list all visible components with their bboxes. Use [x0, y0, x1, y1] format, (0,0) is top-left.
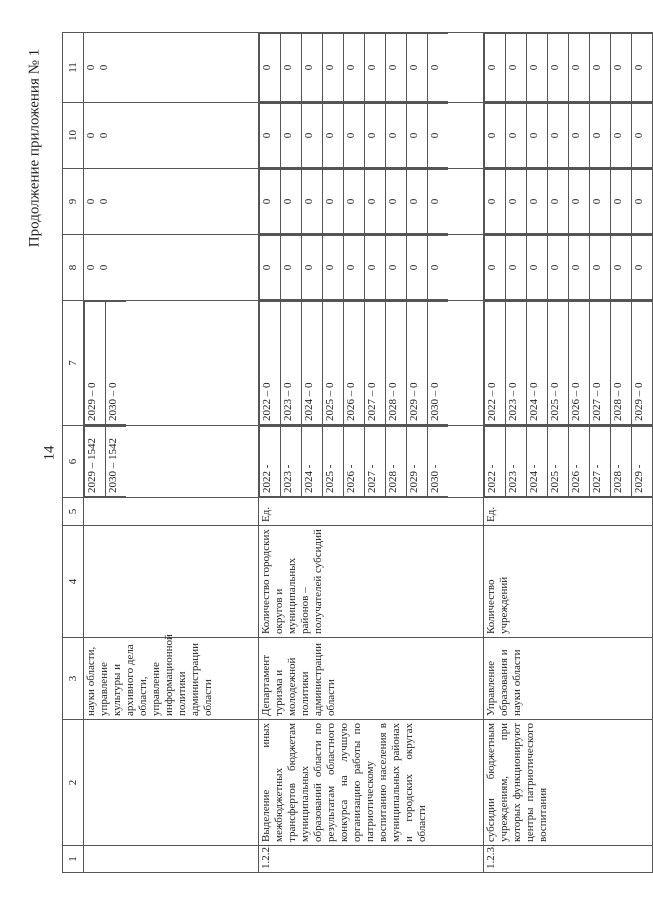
period-value: 2029 - — [632, 427, 653, 497]
value: 0 — [485, 34, 506, 102]
cell-empty — [84, 498, 259, 526]
year-value: 2022 – 0 — [260, 302, 281, 425]
value: 0 — [590, 236, 611, 300]
value-cell — [84, 33, 259, 103]
period-value: 2029 - — [407, 427, 428, 497]
year-value: 2030 – 0 — [106, 302, 127, 425]
activity-cell: Выделение иных межбюджетных трансфертов бюджетам муниципальных образований области по результатам областного конкурса на лучшую организацию работы по патриотическому воспитанию населения в муниципальных районах и городских округах области — [259, 720, 484, 846]
period-value: 2023 - — [506, 427, 527, 497]
value: 0 — [323, 34, 344, 102]
value: 0 — [260, 170, 281, 234]
value: 0 — [344, 104, 365, 168]
cell-empty — [84, 846, 259, 873]
value-cell — [259, 169, 484, 235]
year-value: 2028 – 0 — [386, 302, 407, 425]
value-cell — [484, 103, 653, 169]
table-row-1-2-2 — [259, 33, 484, 873]
value: 0 — [590, 34, 611, 102]
value: 0 — [611, 236, 632, 300]
value: 0 — [365, 170, 386, 234]
column-number-row — [63, 33, 84, 873]
value: 0 — [506, 170, 527, 234]
value: 0 — [632, 236, 653, 300]
indicator-cell: Количество учреждений — [484, 526, 653, 638]
value: 0 — [85, 64, 97, 71]
year-value: 2024 – 0 — [527, 302, 548, 425]
value: 0 — [569, 104, 590, 168]
year-value: 2026 – 0 — [344, 302, 365, 425]
year-value: 2027 – 0 — [590, 302, 611, 425]
value: 0 — [323, 236, 344, 300]
value: 0 — [407, 170, 428, 234]
period-value: 2026 - — [569, 427, 590, 497]
value: 0 — [548, 104, 569, 168]
value: 0 — [569, 236, 590, 300]
page-number: 14 — [41, 445, 58, 461]
year-value: 2030 – 0 — [428, 302, 449, 425]
value: 0 — [407, 236, 428, 300]
value: 0 — [428, 104, 449, 168]
period-cell — [84, 426, 259, 498]
value: 0 — [85, 132, 97, 139]
value: 0 — [548, 34, 569, 102]
period-value: 2024 - — [302, 427, 323, 497]
column-number: 6 — [63, 426, 84, 498]
table-row-1-2-3 — [484, 33, 653, 873]
value: 0 — [590, 104, 611, 168]
executor-cell: Управление образования и науки области — [484, 638, 653, 720]
value: 0 — [281, 236, 302, 300]
value: 0 — [407, 34, 428, 102]
value: 0 — [548, 236, 569, 300]
value: 0 — [97, 264, 110, 271]
value: 0 — [260, 236, 281, 300]
period-value: 2026 - — [344, 427, 365, 497]
value: 0 — [527, 104, 548, 168]
period-value: 2024 - — [527, 427, 548, 497]
column-number: 2 — [63, 720, 84, 846]
value: 0 — [97, 198, 110, 205]
column-number: 1 — [63, 846, 84, 873]
value: 0 — [97, 132, 110, 139]
period-cell — [484, 426, 653, 498]
value: 0 — [386, 236, 407, 300]
year-value: 2028 – 0 — [611, 302, 632, 425]
value-cell — [484, 169, 653, 235]
column-number: 8 — [63, 235, 84, 301]
column-number: 9 — [63, 169, 84, 235]
value: 0 — [569, 170, 590, 234]
value: 0 — [386, 34, 407, 102]
value-cell — [84, 235, 259, 301]
year-values-cell — [259, 301, 484, 426]
year-value: 2025 – 0 — [323, 302, 344, 425]
value-cell — [484, 33, 653, 103]
period-value: 2028 - — [386, 427, 407, 497]
period-value: 2025 - — [548, 427, 569, 497]
column-number: 4 — [63, 526, 84, 638]
value: 0 — [85, 264, 97, 271]
value: 0 — [302, 34, 323, 102]
year-value: 2029 – 0 — [632, 302, 653, 425]
unit-cell: Ед. — [484, 498, 653, 526]
value: 0 — [527, 34, 548, 102]
value: 0 — [97, 64, 110, 71]
year-values-cell — [484, 301, 653, 426]
period-value: 2027 - — [590, 427, 611, 497]
column-number: 10 — [63, 103, 84, 169]
value: 0 — [506, 104, 527, 168]
year-value: 2025 – 0 — [548, 302, 569, 425]
table-row-continued — [84, 33, 259, 873]
value-cell — [84, 103, 259, 169]
year-value: 2029 – 0 — [85, 302, 106, 425]
value: 0 — [632, 170, 653, 234]
column-number: 11 — [63, 33, 84, 103]
column-number: 7 — [63, 301, 84, 426]
appendix-caption: Продолжение приложения № 1 — [26, 48, 43, 248]
value-cell — [484, 235, 653, 301]
value: 0 — [323, 104, 344, 168]
year-value: 2029 – 0 — [407, 302, 428, 425]
value: 0 — [506, 236, 527, 300]
year-value: 2024 – 0 — [302, 302, 323, 425]
period-value: 2025 - — [323, 427, 344, 497]
value: 0 — [302, 236, 323, 300]
value: 0 — [302, 170, 323, 234]
value: 0 — [281, 170, 302, 234]
period-value: 2030 - — [428, 427, 449, 497]
year-value: 2023 – 0 — [506, 302, 527, 425]
period-value: 2028 - — [611, 427, 632, 497]
indicator-cell: Количество городских округов и муниципальных районов – получателей субсидий — [259, 526, 484, 638]
value: 0 — [323, 170, 344, 234]
value: 0 — [344, 236, 365, 300]
program-table — [62, 32, 653, 873]
value: 0 — [485, 170, 506, 234]
period-value: 2030 – 1542 — [106, 427, 127, 497]
value: 0 — [485, 236, 506, 300]
period-cell — [259, 426, 484, 498]
value: 0 — [344, 170, 365, 234]
value: 0 — [85, 198, 97, 205]
cell-empty — [84, 720, 259, 846]
period-value: 2029 – 1542 — [85, 427, 106, 497]
value-cell — [259, 103, 484, 169]
value: 0 — [527, 236, 548, 300]
value: 0 — [386, 104, 407, 168]
year-value: 2027 – 0 — [365, 302, 386, 425]
value: 0 — [611, 104, 632, 168]
value: 0 — [344, 34, 365, 102]
row-number: 1.2.3. — [484, 846, 653, 873]
value: 0 — [569, 34, 590, 102]
value: 0 — [611, 170, 632, 234]
value: 0 — [260, 34, 281, 102]
value: 0 — [281, 104, 302, 168]
value: 0 — [386, 170, 407, 234]
period-value: 2027 - — [365, 427, 386, 497]
column-number: 5 — [63, 498, 84, 526]
value: 0 — [407, 104, 428, 168]
value: 0 — [260, 104, 281, 168]
column-number: 3 — [63, 638, 84, 720]
value: 0 — [365, 236, 386, 300]
value: 0 — [428, 236, 449, 300]
value: 0 — [632, 104, 653, 168]
year-value: 2023 – 0 — [281, 302, 302, 425]
rotated-table-container — [62, 33, 645, 873]
value: 0 — [548, 170, 569, 234]
value: 0 — [365, 34, 386, 102]
activity-cell: субсидии бюджетным учреждениям, при которых функционируют центры патриотического воспитания — [484, 720, 653, 846]
executor-cell: науки области, управление культуры и архивного дела области, управление информационной политики администрации области — [84, 638, 259, 720]
cell-empty — [84, 526, 259, 638]
value: 0 — [485, 104, 506, 168]
period-value: 2023 - — [281, 427, 302, 497]
year-value: 2022 – 0 — [485, 302, 506, 425]
value-cell — [259, 33, 484, 103]
value: 0 — [428, 170, 449, 234]
value: 0 — [611, 34, 632, 102]
value: 0 — [365, 104, 386, 168]
value: 0 — [428, 34, 449, 102]
value: 0 — [281, 34, 302, 102]
value-cell — [84, 169, 259, 235]
value-cell — [259, 235, 484, 301]
year-values-cell — [84, 301, 259, 426]
period-value: 2022 - — [260, 427, 281, 497]
value: 0 — [527, 170, 548, 234]
unit-cell: Ед. — [259, 498, 484, 526]
value: 0 — [632, 34, 653, 102]
value: 0 — [302, 104, 323, 168]
executor-cell: Департамент туризма и молодежной политики администрации области — [259, 638, 484, 720]
period-value: 2022 - — [485, 427, 506, 497]
value: 0 — [506, 34, 527, 102]
year-value: 2026 – 0 — [569, 302, 590, 425]
row-number: 1.2.2. — [259, 846, 484, 873]
value: 0 — [590, 170, 611, 234]
